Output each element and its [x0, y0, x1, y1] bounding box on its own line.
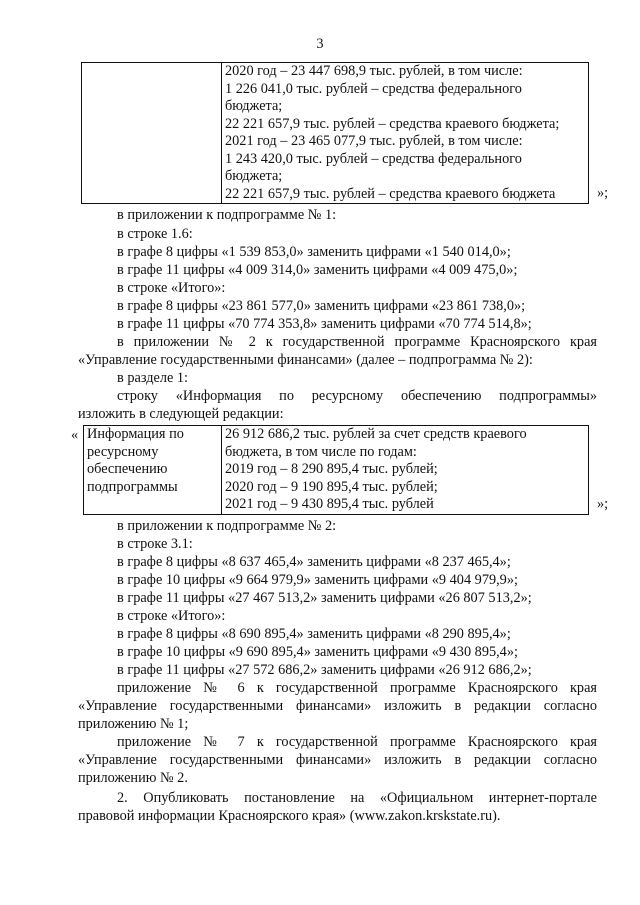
- paragraph: в строке «Итого»:: [117, 608, 226, 624]
- table2-right-cell: [222, 426, 589, 515]
- resource-info-table: [83, 425, 589, 515]
- table2-right-line: 2019 год – 8 290 895,4 тыс. рублей;: [225, 461, 438, 477]
- paragraph-app7-line1: приложение № 7 к государственной программе Красноярского края: [117, 734, 597, 750]
- table2-left-cell: [84, 426, 222, 515]
- paragraph: в графе 10 цифры «9 690 895,4» заменить цифрами «9 430 895,4»;: [117, 644, 518, 660]
- paragraph: в графе 11 цифры «27 467 513,2» заменить цифрами «26 807 513,2»;: [117, 590, 532, 606]
- paragraph: в графе 11 цифры «27 572 686,2» заменить цифрами «26 912 686,2»;: [117, 662, 532, 678]
- paragraph: в строке 3.1:: [117, 536, 193, 552]
- section-title: в разделе 1:: [117, 370, 189, 386]
- paragraph: в приложении к подпрограмме № 2:: [117, 518, 337, 534]
- table1-line: бюджета;: [225, 98, 283, 114]
- paragraph-publish-line1: 2. Опубликовать постановление на «Официальном интернет-портале: [117, 790, 597, 806]
- table1-line: 1 226 041,0 тыс. рублей – средства федерального: [225, 80, 522, 97]
- paragraph: в графе 11 цифры «70 774 353,8» заменить цифрами «70 774 514,8»;: [117, 316, 532, 332]
- row-info-line1: строку «Информация по ресурсному обеспечению подпрограммы»: [117, 388, 597, 404]
- table1-line: 1 243 420,0 тыс. рублей – средства федерального: [225, 150, 522, 167]
- table2-left-line: ресурсному: [87, 443, 159, 460]
- table2-right-line: 26 912 686,2 тыс. рублей за счет средств краевого: [225, 426, 527, 442]
- funding-table-continued: [81, 62, 589, 204]
- table2-close-quote: »;: [597, 496, 609, 512]
- paragraph-app6-line1: приложение № 6 к государственной программе Красноярского края: [117, 680, 597, 696]
- table1-right-cell: [222, 63, 589, 204]
- paragraph-app7-line2: «Управление государственными финансами» изложить в редакции согласно: [78, 752, 597, 768]
- paragraph-app6-line3: приложению № 1;: [78, 716, 189, 732]
- paragraph-app6-line2: «Управление государственными финансами» изложить в редакции согласно: [78, 698, 597, 714]
- row-info-line2: изложить в следующей редакции:: [78, 406, 284, 422]
- table1-line: 2021 год – 23 465 077,9 тыс. рублей, в том числе:: [225, 133, 523, 149]
- paragraph: в графе 8 цифры «8 637 465,4» заменить цифрами «8 237 465,4»;: [117, 554, 511, 570]
- paragraph-publish-line2: правовой информации Красноярского края» (www.zakon.krskstate.ru).: [78, 808, 501, 824]
- table1-line: 22 221 657,9 тыс. рублей – средства краевого бюджета;: [225, 115, 560, 132]
- paragraph: в графе 8 цифры «23 861 577,0» заменить цифрами «23 861 738,0»;: [117, 298, 526, 314]
- table2-left-line: подпрограммы: [87, 478, 178, 495]
- paragraph-app7-line3: приложению № 2.: [78, 770, 188, 786]
- table1-close-quote: »;: [597, 185, 609, 201]
- paragraph: в графе 8 цифры «8 690 895,4» заменить цифрами «8 290 895,4»;: [117, 626, 511, 642]
- table1-left-cell: [82, 63, 222, 204]
- paragraph: в приложении к подпрограмме № 1:: [117, 207, 337, 223]
- paragraph: в строке «Итого»:: [117, 280, 226, 296]
- paragraph: в строке 1.6:: [117, 226, 193, 242]
- paragraph-app2-line1: в приложении № 2 к государственной программе Красноярского края: [117, 334, 597, 350]
- table2-left-line: обеспечению: [87, 461, 168, 477]
- table1-line: бюджета;: [225, 168, 283, 184]
- table1-line: 2020 год – 23 447 698,9 тыс. рублей, в том числе:: [225, 63, 523, 79]
- table2-open-quote: «: [71, 427, 79, 443]
- paragraph-app2-line2: «Управление государственными финансами» (далее – подпрограмма № 2):: [78, 352, 533, 368]
- page-number: 3: [316, 36, 324, 52]
- paragraph: в графе 10 цифры «9 664 979,9» заменить цифрами «9 404 979,9»;: [117, 572, 518, 588]
- paragraph: в графе 11 цифры «4 009 314,0» заменить цифрами «4 009 475,0»;: [117, 262, 518, 278]
- paragraph: в графе 8 цифры «1 539 853,0» заменить цифрами «1 540 014,0»;: [117, 244, 511, 260]
- table2-left-line: Информация по: [87, 426, 184, 442]
- table2-right-line: 2021 год – 9 430 895,4 тыс. рублей: [225, 496, 434, 512]
- table2-right-line: 2020 год – 9 190 895,4 тыс. рублей;: [225, 478, 438, 495]
- table1-line: 22 221 657,9 тыс. рублей – средства краевого бюджета: [225, 185, 556, 202]
- table2-right-line: бюджета, в том числе по годам:: [225, 443, 417, 460]
